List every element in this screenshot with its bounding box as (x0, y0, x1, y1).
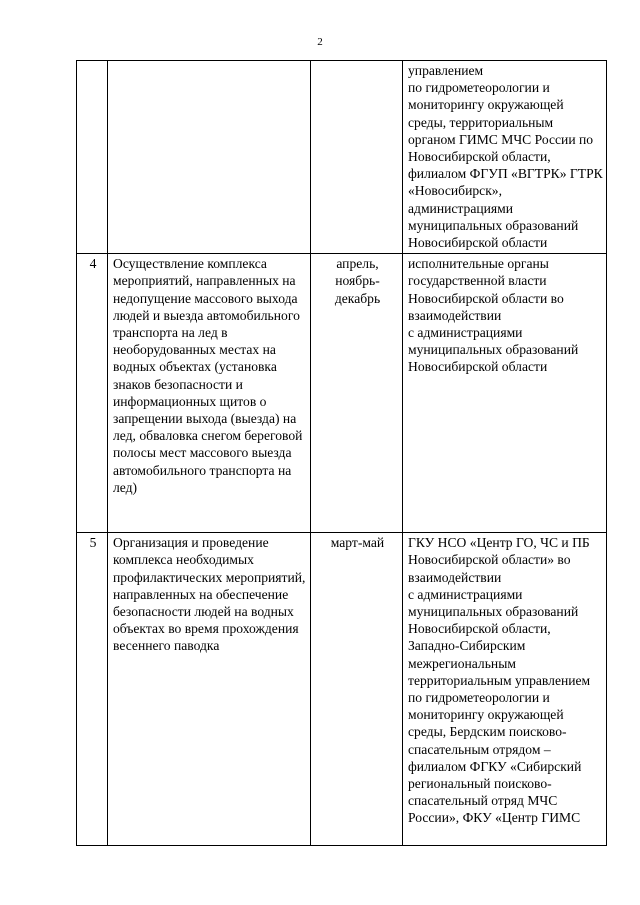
table-row (77, 533, 607, 846)
table-row (77, 61, 607, 254)
measure-description: Осуществление комплекса мероприятий, направленных на недопущение массового выхода людей и выезда автомобильного транспорта на лед в необорудованных местах на водных объектах (установка знаков безопасности и информационных щитов о запрещении выхода (выезда) на лед, обваловка снегом береговой полосы мест массового выезда автомобильного транспорта на лед) (108, 254, 311, 533)
measure-description: Организация и проведение комплекса необходимых профилактических мероприятий, направленных на обеспечение безопасности людей на водных объектах во время прохождения весеннего паводка (108, 533, 311, 846)
row-number: 5 (77, 533, 108, 846)
measure-description (108, 61, 311, 254)
deadline: март-май (311, 533, 403, 846)
executors: ГКУ НСО «Центр ГО, ЧС и ПБ Новосибирской области» во взаимодействии с администрациями муниципальных образований Новосибирской области, Западно-Сибирским межрегиональным территориальным управлением по гидрометеорологии и мониторингу окружающей среды, Бердским поисково-спасательным отрядом – филиалом ФГКУ «Сибирский региональный поисково-спасательный отряд МЧС России», ФКУ «Центр ГИМС (403, 533, 607, 846)
table-row (77, 254, 607, 533)
page-number: 2 (317, 36, 323, 48)
measures-table (76, 60, 607, 846)
deadline (311, 61, 403, 254)
row-number: 4 (77, 254, 108, 533)
executors: исполнительные органы государственной власти Новосибирской области во взаимодействии с администрациями муниципальных образований Новосибирской области (403, 254, 607, 533)
row-number (77, 61, 108, 254)
deadline: апрель, ноябрь-декабрь (311, 254, 403, 533)
executors: управлением по гидрометеорологии и мониторингу окружающей среды, территориальным органом ГИМС МЧС России по Новосибирской области, филиалом ФГУП «ВГТРК» ГТРК «Новосибирск», администрациями муниципальных образований Новосибирской области (403, 61, 607, 254)
